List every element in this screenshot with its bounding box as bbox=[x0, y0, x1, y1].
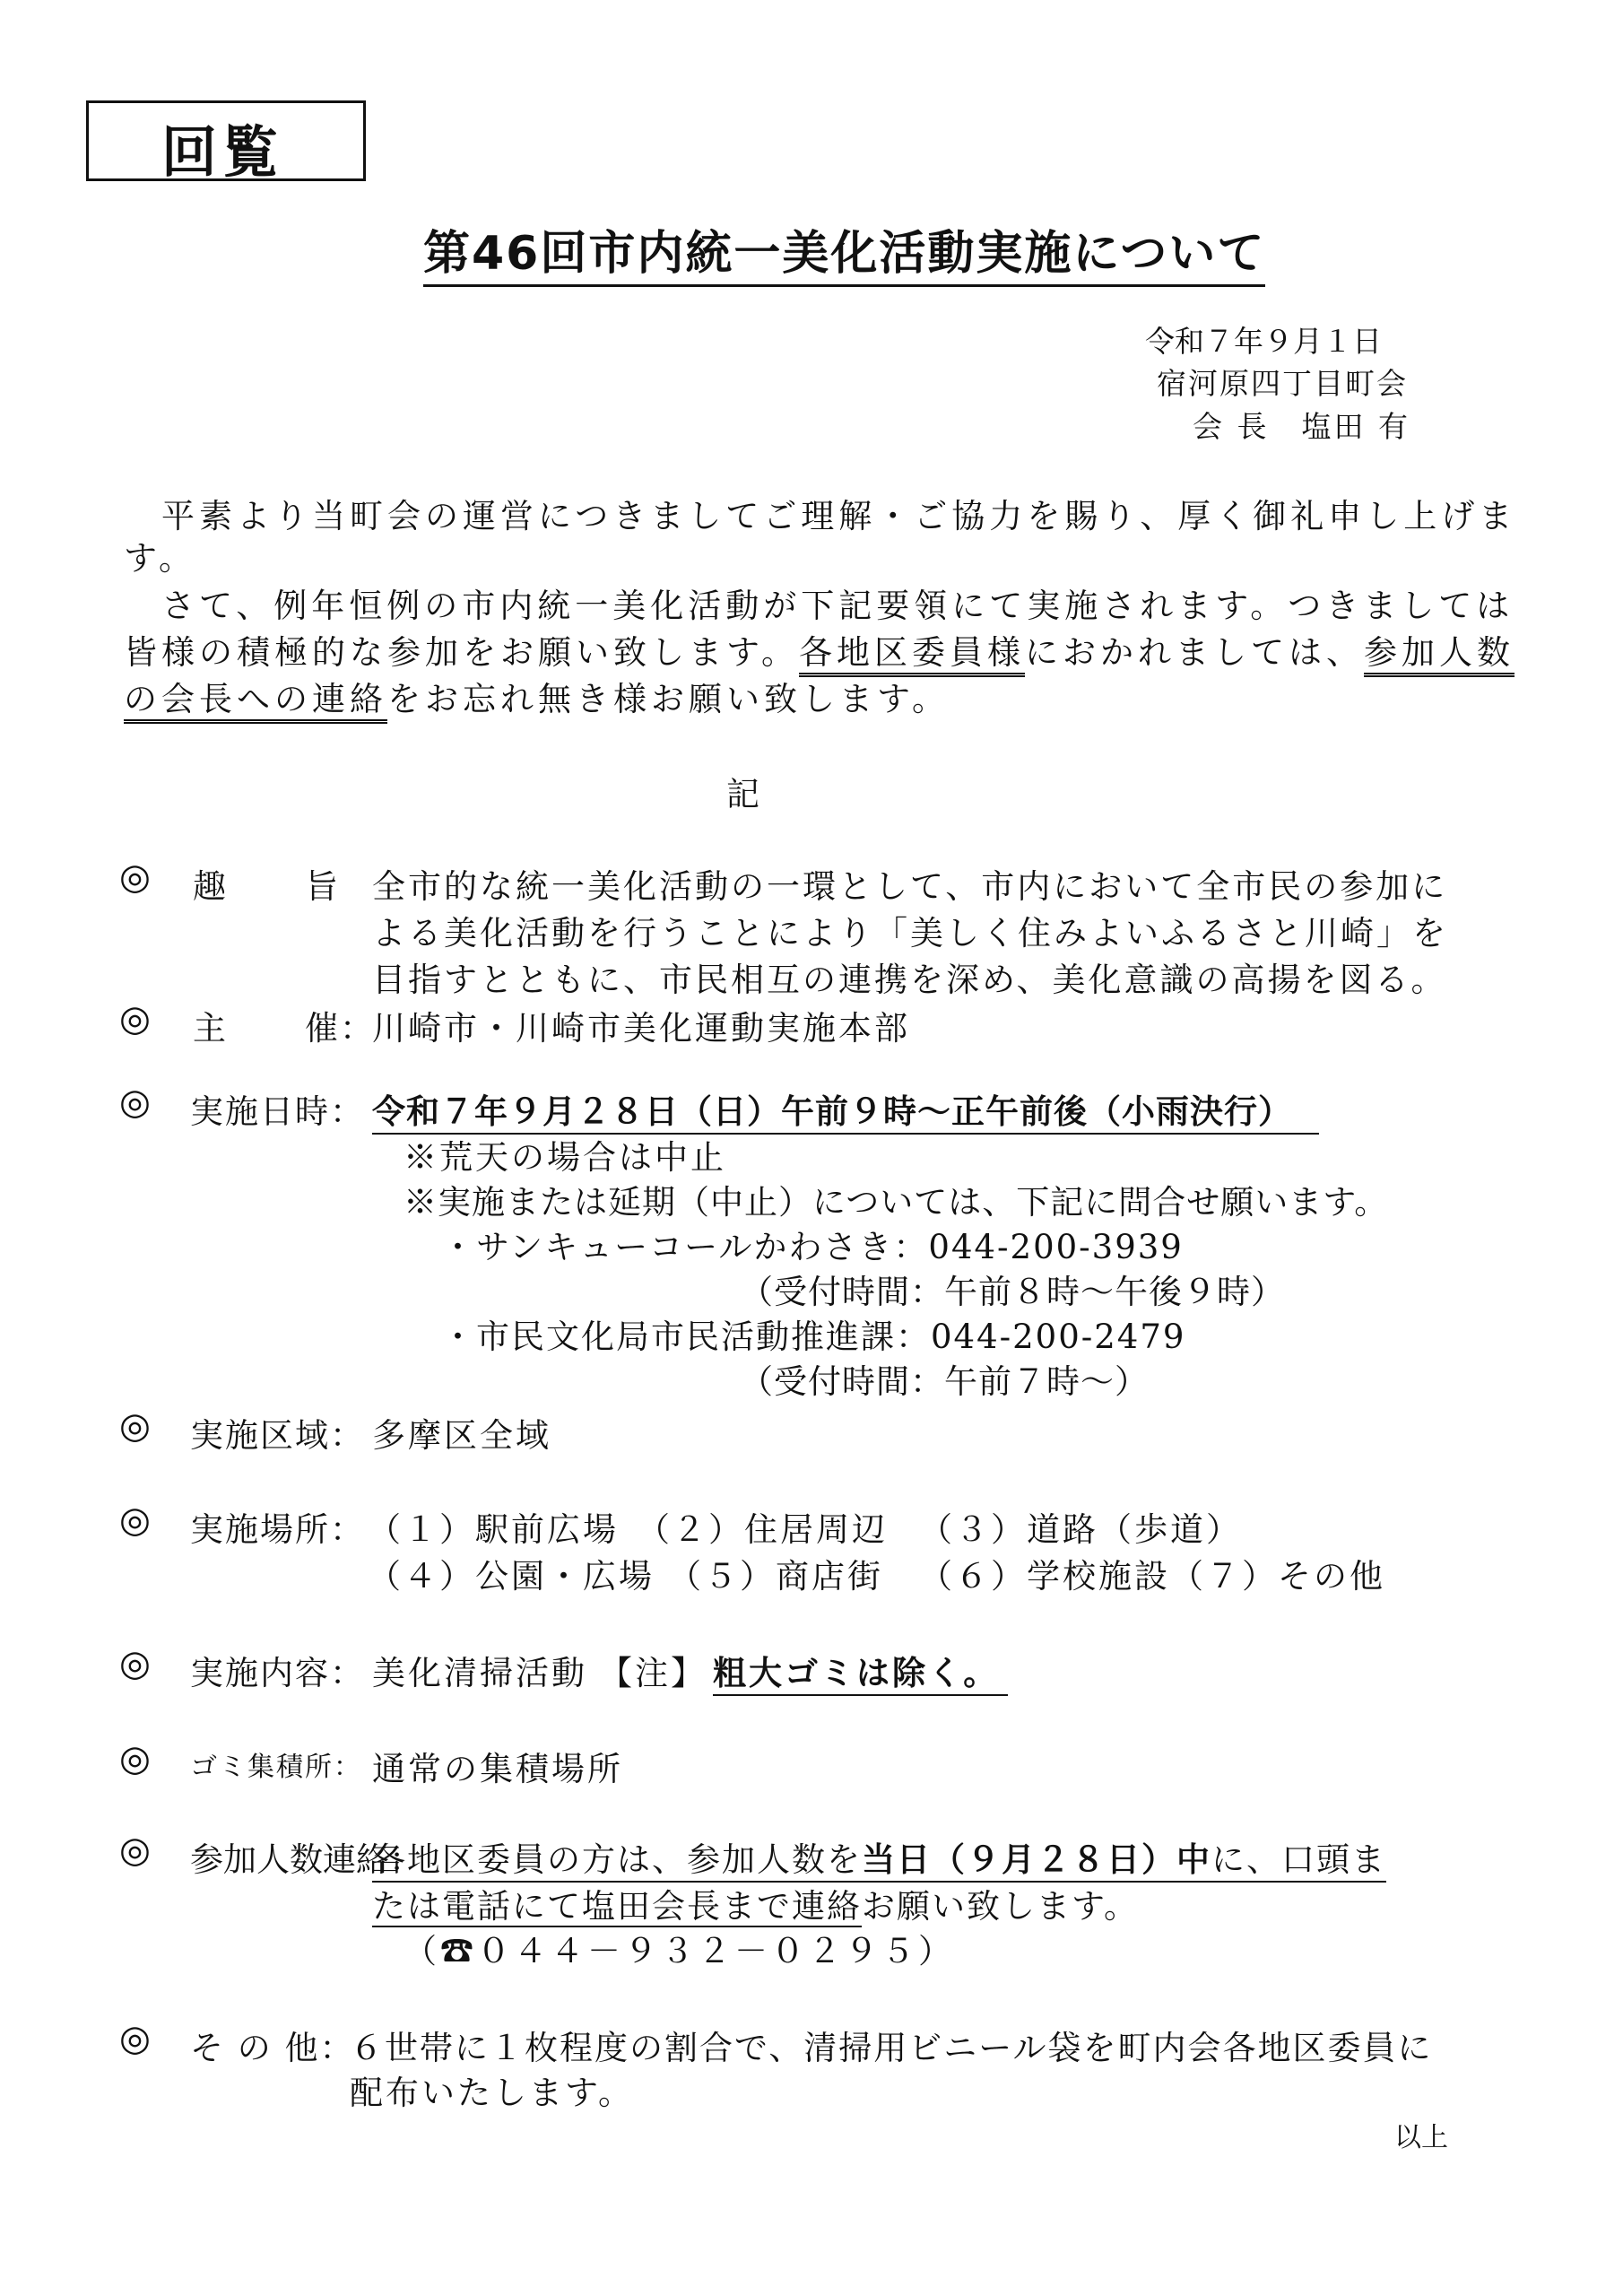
content-value: 美化清掃活動 bbox=[372, 1654, 587, 1692]
intro-line-1: 平素より当町会の運営につきましてご理解・ご協力を賜り、厚く御礼申し上げま bbox=[161, 497, 1517, 535]
place-7: （７）その他 bbox=[1170, 1557, 1385, 1596]
datetime-label: 実施日時： bbox=[190, 1092, 365, 1131]
other-line-2: 配布いたします。 bbox=[350, 2074, 635, 2112]
storm-note: ※荒天の場合は中止 bbox=[404, 1138, 726, 1177]
place-6: （６）学校施設 bbox=[919, 1557, 1170, 1596]
chairperson: 会 長 塩田 有 bbox=[1193, 409, 1410, 444]
closing-mark: 以上 bbox=[1394, 2122, 1448, 2153]
issue-date: 令和７年９月１日 bbox=[1145, 324, 1382, 359]
bullet-mark: ◎ bbox=[119, 998, 151, 1039]
contact-sankyu-call: ・サンキューコールかわさき：044-200-3939 bbox=[441, 1228, 1184, 1266]
other-line-1: ６世帯に１枚程度の割合で、清掃用ビニール袋を町内会各地区委員に bbox=[350, 2029, 1433, 2067]
intro-line-2: す。 bbox=[124, 539, 197, 578]
place-2: （２）住居周辺 bbox=[637, 1510, 888, 1549]
count-label: 参加人数連絡： bbox=[190, 1840, 422, 1879]
contact-civic-division: ・市民文化局市民活動推進課：044-200-2479 bbox=[441, 1318, 1186, 1356]
garbage-value: 通常の集積場所 bbox=[372, 1750, 623, 1788]
place-label: 実施場所： bbox=[190, 1510, 365, 1549]
place-3: （３）道路（歩道） bbox=[919, 1510, 1242, 1549]
document-title: 第46回市内統一美化活動実施について bbox=[423, 215, 1265, 287]
purpose-line-3: 目指すとともに、市民相互の連携を深め、美化意識の高揚を図る。 bbox=[372, 961, 1447, 999]
purpose-line-1: 全市的な統一美化活動の一環として、市内において全市民の参加に bbox=[372, 867, 1448, 906]
datetime-value: 令和７年９月２８日（日）午前９時～正午前後（小雨決行） bbox=[372, 1084, 1319, 1135]
committee-emphasis: 各地区委員様 bbox=[799, 633, 1025, 677]
place-5: （５）商店街 bbox=[668, 1557, 883, 1596]
contact-civic-hours: （受付時間：午前７時～） bbox=[740, 1362, 1149, 1401]
bullet-mark: ◎ bbox=[119, 1738, 151, 1779]
count-line-2: たは電話にて塩田会長まで連絡お願い致します。 bbox=[372, 1887, 1140, 1926]
garbage-label: ゴミ集積所： bbox=[190, 1752, 362, 1783]
host-value: 川崎市・川崎市美化運動実施本部 bbox=[372, 1009, 910, 1048]
host-label-2: 催： bbox=[305, 1009, 375, 1048]
area-label: 実施区域： bbox=[190, 1416, 365, 1455]
bullet-mark: ◎ bbox=[119, 857, 151, 898]
participants-emphasis: 参加人数 bbox=[1364, 633, 1515, 677]
bullet-mark: ◎ bbox=[119, 1082, 151, 1123]
content-note-label: 【注】 bbox=[599, 1654, 707, 1692]
content-label: 実施内容： bbox=[190, 1654, 365, 1692]
count-line-1: 各地区委員の方は、参加人数を当日（９月２８日）中に、口頭ま bbox=[372, 1832, 1386, 1883]
contact-emphasis: の会長への連絡 bbox=[124, 680, 387, 724]
bullet-mark: ◎ bbox=[119, 1643, 151, 1684]
bullet-mark: ◎ bbox=[119, 1500, 151, 1541]
bullet-mark: ◎ bbox=[119, 1405, 151, 1447]
purpose-label-1: 趣 bbox=[193, 867, 228, 906]
other-label: そ の 他： bbox=[190, 2029, 355, 2067]
place-1: （１）駅前広場 bbox=[368, 1510, 619, 1549]
contact-sankyu-hours: （受付時間：午前８時～午後９時） bbox=[740, 1273, 1285, 1311]
content-note: 粗大ゴミは除く。 bbox=[713, 1646, 1008, 1696]
ki-heading: 記 bbox=[726, 775, 764, 813]
circulate-label: 回覧 bbox=[161, 119, 284, 185]
purpose-label-2: 旨 bbox=[305, 867, 340, 906]
intro-line-4: 皆様の積極的な参加をお願い致します。各地区委員様におかれましては、参加人数 bbox=[124, 625, 1515, 674]
area-value: 多摩区全域 bbox=[372, 1416, 551, 1455]
report-day: 当日（９月２８日）中 bbox=[862, 1839, 1211, 1879]
bullet-mark: ◎ bbox=[119, 2018, 151, 2059]
host-label-1: 主 bbox=[193, 1009, 228, 1048]
intro-line-5: の会長への連絡をお忘れ無き様お願い致します。 bbox=[124, 672, 950, 720]
inquiry-note: ※実施または延期（中止）については、下記に問合せ願います。 bbox=[404, 1183, 1389, 1222]
chair-phone: （☎０４４－９３２－０２９５） bbox=[404, 1932, 955, 1970]
intro-line-3: さて、例年恒例の市内統一美化活動が下記要領にて実施されます。つきましては bbox=[161, 587, 1515, 625]
place-4: （４）公園・広場 bbox=[368, 1557, 655, 1596]
purpose-line-2: よる美化活動を行うことにより「美しく住みよいふるさと川崎」を bbox=[372, 914, 1448, 952]
bullet-mark: ◎ bbox=[119, 1830, 151, 1871]
organization: 宿河原四丁目町会 bbox=[1157, 366, 1408, 401]
